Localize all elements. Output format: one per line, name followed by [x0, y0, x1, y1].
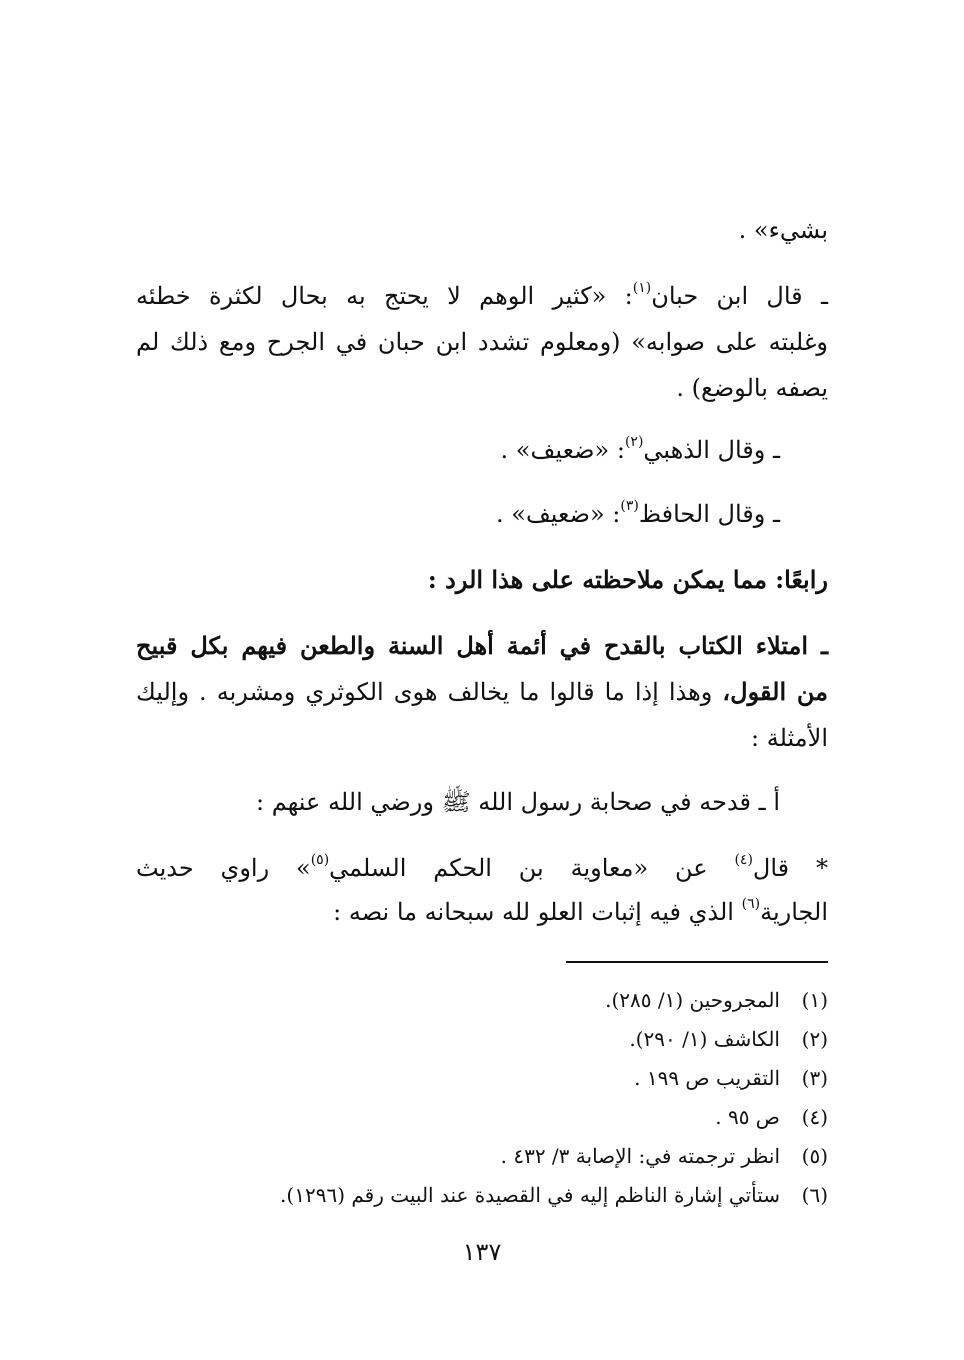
footnote-text: الكاشف (١/ ٢٩٠).: [629, 1027, 780, 1051]
line-text: بشيء» .: [738, 216, 828, 244]
footnote-number: (٢): [801, 1027, 828, 1051]
footnote: [136, 1099, 828, 1135]
text-line: [136, 322, 828, 362]
footnote-ref: (٤): [734, 852, 753, 868]
text-line: [136, 430, 780, 470]
footnote-text: انظر ترجمته في: الإصابة ٣/ ٤٣٢ .: [500, 1144, 780, 1168]
line-text-bold: من القول،: [722, 677, 828, 706]
footnote-number: (٣): [801, 1066, 828, 1090]
text-line: [136, 368, 828, 408]
line-text: ـ امتلاء الكتاب بالقدح في أئمة أهل السنة والطعن فيهم بكل قبيح: [136, 631, 828, 660]
line-text: وهذا إذا ما قالوا ما يخالف هوى الكوثري ومشربه . وإليك: [136, 678, 723, 706]
line-text: : «ضعيف» .: [496, 500, 621, 528]
text-line: [136, 276, 828, 316]
text-line: [136, 718, 828, 758]
line-text: الأمثلة :: [751, 724, 828, 752]
footnote: [136, 982, 828, 1018]
footnote-ref: (٦): [741, 896, 761, 912]
footnote-number: (١): [801, 988, 828, 1012]
footnote: [136, 1177, 828, 1213]
line-text: : «ضعيف» .: [500, 436, 625, 464]
footnote-number: (٥): [801, 1144, 828, 1168]
line-text: : «كثير الوهم لا يحتج به بحال لكثرة خطئه: [136, 282, 633, 310]
text-line: [136, 782, 780, 822]
line-text: الذي فيه إثبات العلو لله سبحانه ما نصه :: [333, 898, 742, 926]
footnote-text: ستأتي إشارة الناظم إليه في القصيدة عند البيت رقم (١٢٩٦).: [280, 1183, 780, 1207]
line-text: وغلبته على صوابه» (ومعلوم تشدد ابن حبان في الجرح ومع ذلك لم: [136, 328, 828, 356]
footnote-number: (٤): [801, 1105, 828, 1129]
page-number: ١٣٧: [462, 1238, 502, 1266]
text-line: [136, 848, 828, 888]
footnote: [136, 1060, 828, 1096]
line-text: » راوي حديث: [136, 854, 311, 882]
text-line: [136, 210, 828, 250]
footnote-text: ص ٩٥ .: [715, 1105, 780, 1129]
section-heading: [136, 560, 828, 600]
line-text: ـ وقال الذهبي: [643, 436, 780, 464]
footnote-number: (٦): [801, 1183, 828, 1207]
footnote-ref: (١): [632, 280, 652, 296]
line-text: أ ـ قدحه في صحابة رسول الله ﷺ ورضي الله عنهم :: [256, 788, 780, 816]
line-text: الجارية: [760, 898, 828, 926]
line-text: ـ وقال الحافظ: [638, 500, 780, 528]
footnote: [136, 1138, 828, 1174]
footnote-text: المجروحين (١/ ٢٨٥).: [605, 988, 780, 1012]
text-line: [136, 626, 828, 666]
text-line: [136, 494, 780, 534]
line-text: * قال: [752, 854, 828, 882]
line-text: عن «معاوية بن الحكم السلمي: [329, 854, 735, 882]
footnote-ref: (٢): [624, 434, 644, 450]
footnote-ref: (٥): [310, 852, 330, 868]
footnote-divider: [566, 961, 828, 963]
footnote-ref: (٣): [620, 498, 639, 514]
heading-text: رابعًا: مما يمكن ملاحظته على هذا الرد :: [427, 565, 828, 594]
text-line: [136, 892, 828, 932]
line-text: يصفه بالوضع) .: [676, 374, 828, 402]
text-line: [136, 672, 828, 712]
footnote-text: التقريب ص ١٩٩ .: [634, 1066, 780, 1090]
line-text: ـ قال ابن حبان: [651, 282, 828, 310]
footnote: [136, 1021, 828, 1057]
